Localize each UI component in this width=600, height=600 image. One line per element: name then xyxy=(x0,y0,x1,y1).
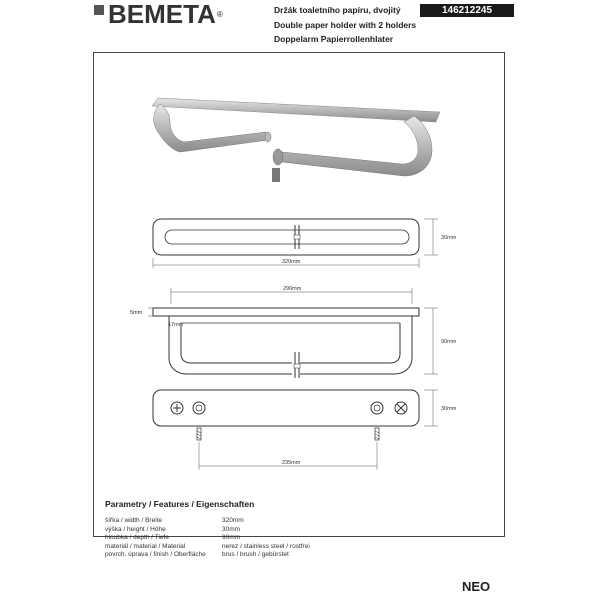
param-row xyxy=(105,534,310,543)
param-row xyxy=(105,517,310,526)
top-view xyxy=(153,219,457,268)
plate-view xyxy=(153,390,457,470)
params-title: Parametry / Features / Eigenschaften xyxy=(105,499,255,509)
param-key: povrch. úprava / finish / Oberfläche xyxy=(105,551,206,558)
dim-inner-width: 290mm xyxy=(283,286,302,292)
side-view xyxy=(130,286,457,378)
param-value: 90mm xyxy=(222,534,241,541)
dim-hole-spacing: 235mm xyxy=(282,460,301,466)
title-cz: Držák toaletního papíru, dvojitý xyxy=(274,5,401,15)
param-key: šířka / width / Breite xyxy=(105,517,163,524)
param-row xyxy=(105,543,310,552)
dim-width-total: 320mm xyxy=(282,259,301,265)
brand-name: BEMETA xyxy=(108,0,216,29)
model-name: NEO xyxy=(462,579,491,594)
title-de: Doppelarm Papierrollenhlater xyxy=(274,34,394,44)
dim-tube: 17mm xyxy=(168,322,184,328)
params-table xyxy=(105,517,310,560)
param-value: brus / brush / gebürstet xyxy=(222,551,289,558)
dim-bar-thickness: 5mm xyxy=(130,310,143,316)
param-value: 320mm xyxy=(222,517,244,524)
dim-height-side: 30mm xyxy=(441,235,457,241)
dim-depth: 90mm xyxy=(441,339,457,345)
param-value: 30mm xyxy=(222,525,241,533)
param-key: hloubka / depth / Tiefe xyxy=(105,534,169,541)
product-photo xyxy=(152,98,440,182)
dim-plate-height: 30mm xyxy=(441,406,457,412)
title-en: Double paper holder with 2 holders xyxy=(274,19,417,30)
registered-mark: ® xyxy=(216,9,223,19)
product-code: 146212245 xyxy=(420,4,514,17)
param-key: materiál / material / Material xyxy=(105,542,186,550)
param-row xyxy=(105,526,310,535)
param-value: nerez / stainless steel / rostfrei xyxy=(222,542,310,550)
param-row xyxy=(105,551,310,560)
param-key: výška / height / Höhe xyxy=(105,525,166,533)
